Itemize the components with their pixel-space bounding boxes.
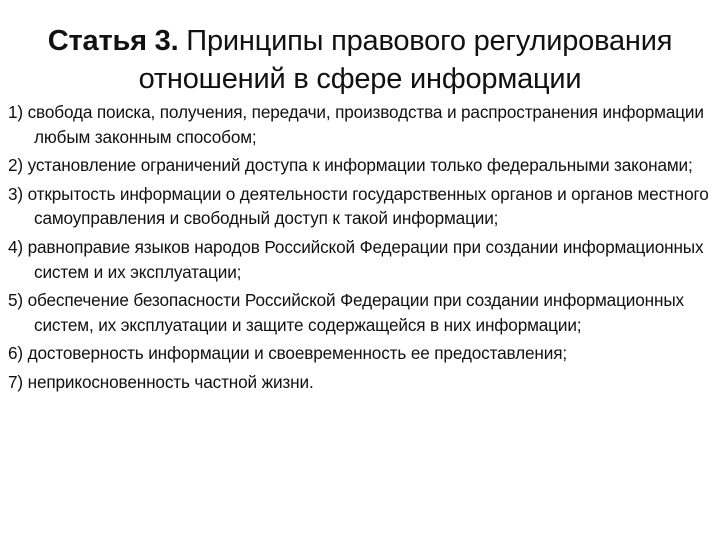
list-item: 3) открытость информации о деятельности государственных органов и органов местного самоуправления и свободный доступ к такой информации; (8, 183, 709, 229)
list-item: 7) неприкосновенность частной жизни. (8, 371, 314, 392)
list-item: 1) свобода поиска, получения, передачи, производства и распространения информации любым законным способом; (8, 102, 704, 147)
title-article-number: Статья 3. (47, 25, 179, 57)
title-text: Принципы правового регулирования отношений в сфере информации (138, 25, 673, 95)
list-item: 5) обеспечение безопасности Российской Федерации при создании информационных систем, их эксплуатации и защите содержащейся в них информации; (8, 290, 684, 335)
list-item: 2) установление ограничений доступа к информации только федеральными законами; (8, 155, 693, 176)
slide-title (20, 22, 700, 98)
principles-list (8, 100, 714, 399)
list-item: 4) равноправие языков народов Российской Федерации при создании информационных систем и их эксплуатации; (8, 236, 704, 282)
list-item: 6) достоверность информации и своевременность ее предоставления; (8, 343, 567, 364)
